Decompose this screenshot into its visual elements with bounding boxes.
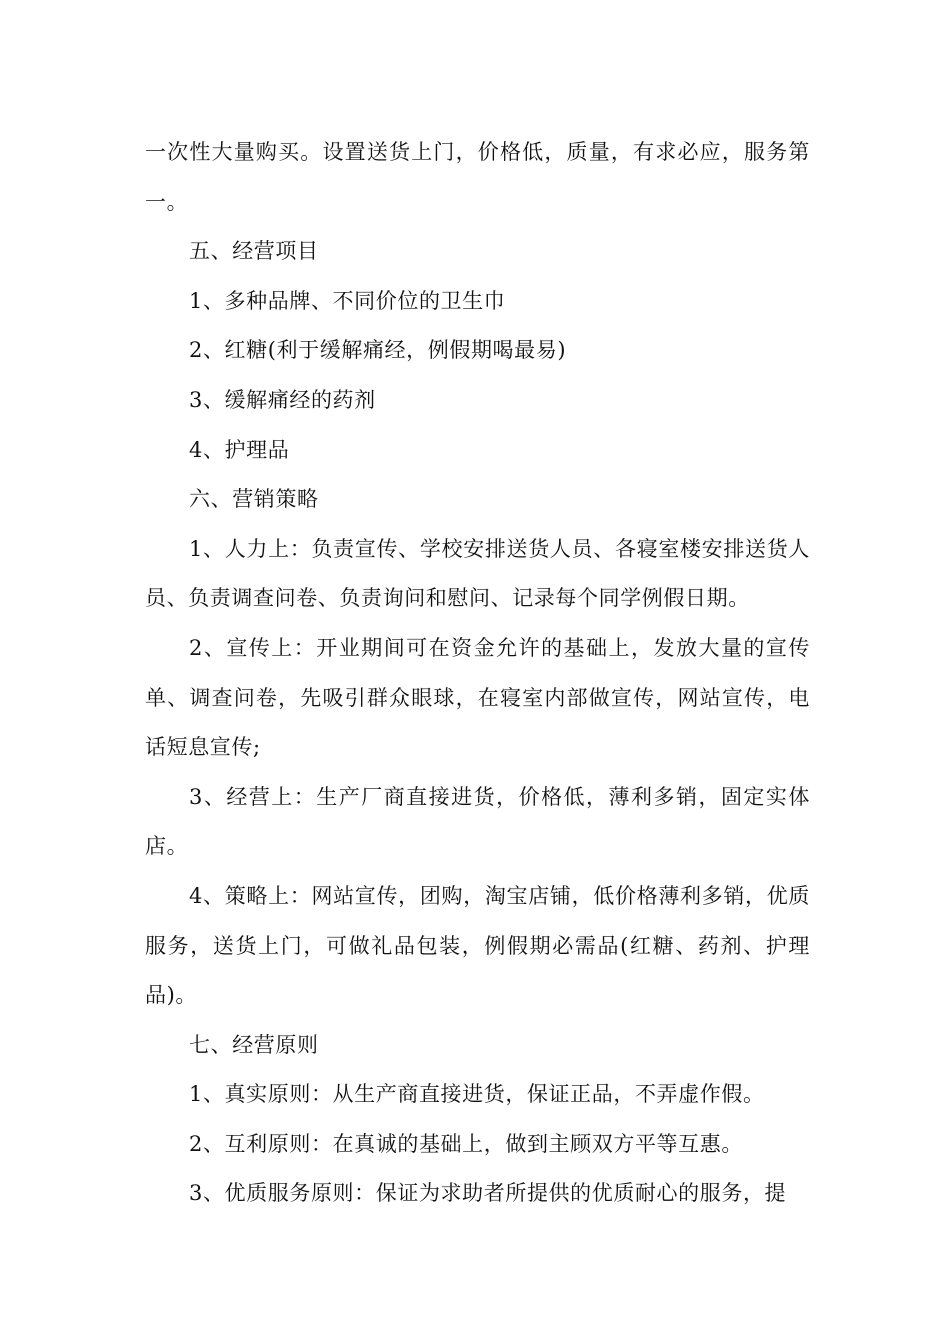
list-item: 3、优质服务原则：保证为求助者所提供的优质耐心的服务，提 (189, 1181, 787, 1206)
list-item: 3、经营上：生产厂商直接进货，价格低，薄利多销，固定实体店。 (145, 784, 810, 859)
list-item: 2、红糖(利于缓解痛经，例假期喝最易) (189, 338, 567, 363)
list-item: 1、多种品牌、不同价位的卫生巾 (189, 288, 506, 313)
list-item: 4、策略上：网站宣传，团购，淘宝店铺，低价格薄利多销，优质服务，送货上门，可做礼品包装，例假期必需品(红糖、药剂、护理品)。 (145, 883, 810, 1008)
list-item: 2、宣传上：开业期间可在资金允许的基础上，发放大量的宣传单、调查问卷，先吸引群众眼球，在寝室内部做宣传，网站宣传，电话短息宣传; (145, 635, 810, 760)
list-item: 4、护理品 (189, 437, 290, 462)
document-body (145, 128, 810, 1219)
list-item: 3、缓解痛经的药剂 (189, 387, 376, 412)
section-heading-marketing-strategy: 六、营销策略 (189, 487, 319, 512)
list-item: 1、人力上：负责宣传、学校安排送货人员、各寝室楼安排送货人员、负责调查问卷、负责询问和慰问、记录每个同学例假日期。 (145, 536, 810, 611)
list-item: 1、真实原则：从生产商直接进货，保证正品，不弄虚作假。 (189, 1082, 765, 1107)
section-heading-business-items: 五、经营项目 (189, 239, 319, 264)
list-item: 2、互利原则：在真诚的基础上，做到主顾双方平等互惠。 (189, 1131, 743, 1156)
section-heading-business-principles: 七、经营原则 (189, 1032, 319, 1057)
paragraph-continuation: 一次性大量购买。设置送货上门，价格低，质量，有求必应，服务第一。 (145, 140, 810, 214)
